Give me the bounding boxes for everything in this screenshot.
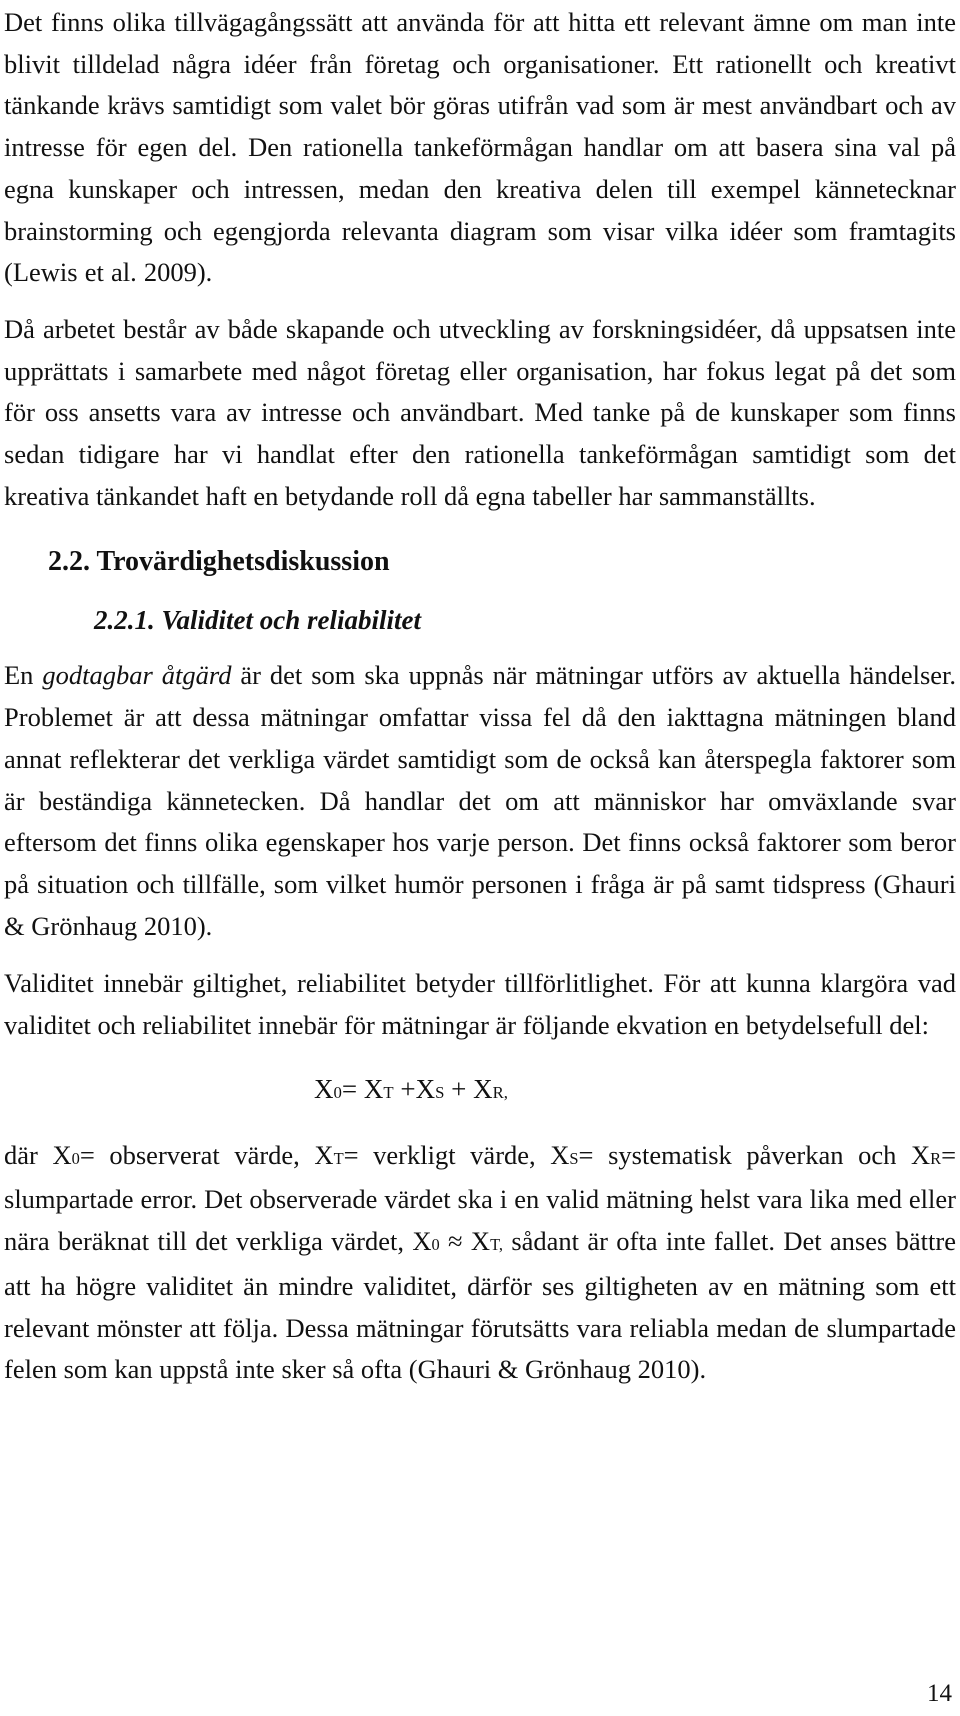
- text-fragment: = slumpartade error. Det observerade värdet ska i en valid mätning helst vara lika med eller nära beräknat till det verkliga värdet, X: [4, 1139, 957, 1257]
- equation-subscript: R,: [492, 1082, 508, 1102]
- text-fragment: ≈ X: [439, 1226, 491, 1257]
- subscript: S: [569, 1148, 579, 1168]
- text-fragment: där X: [4, 1139, 72, 1170]
- text-fragment: sådant är ofta inte fallet. Det anses bättre att ha högre validitet än mindre validitet, därför ses giltigheten av en mätning som ett relevant mönster att följa. Dessa mätningar förutsätts vara reliabla medan de slumpartade felen som kan uppstå inte sker så ofta (Ghauri & Grönhaug 2010).: [4, 1226, 956, 1385]
- equation-subscript: 0: [333, 1082, 342, 1102]
- equation-subscript: T: [383, 1082, 394, 1102]
- paragraph-measurement-errors: [4, 655, 956, 947]
- document-page: [4, 2, 956, 1391]
- subscript: 0: [71, 1148, 80, 1168]
- page-number: 14: [927, 1680, 952, 1707]
- equation-symbol: +X: [393, 1073, 436, 1104]
- paragraph-topic-selection: Det finns olika tillvägagångssätt att använda för att hitta ett relevant ämne om man inte blivit tilldelad några idéer från företag och organisationer. Ett rationellt och kreativt tänkande krävs samtidigt som valet bör göras utifrån vad som är mest användbart och av intresse för egen del. Den rationella tankeförmågan handlar om att basera sina val på egna kunskaper och intressen, medan den kreativa delen till exempel kännetecknar brainstorming och egengjorda relevanta diagram som visar vilka idéer som framtagits (Lewis et al. 2009).: [4, 7, 956, 288]
- equation-symbol: = X: [341, 1073, 384, 1104]
- text-fragment: är det som ska uppnås när mätningar utförs av aktuella händelser. Problemet är att dessa mätningar omfattar vissa fel då den iakttagna mätningen bland annat reflekterar det verkliga värdet samtidigt som de också kan återspegla faktorer som är beständiga kännetecken. Då handlar det om att människor har omväxlande svar eftersom det finns olika egenskaper hos varje person. Det finns också faktorer som beror på situation och tillfälle, som vilket humör personen i fråga är på samt tidspress (Ghauri & Grönhaug 2010).: [4, 660, 957, 941]
- equation-symbol: X: [314, 1073, 334, 1104]
- validity-equation: [4, 1069, 956, 1113]
- text-fragment: En: [4, 660, 43, 691]
- subscript: R: [930, 1148, 942, 1168]
- section-heading-trustworthiness: 2.2. Trovärdighetsdiskussion: [48, 546, 390, 578]
- subsection-heading-validity: 2.2.1. Validitet och reliabilitet: [94, 605, 421, 636]
- text-fragment: = systematisk påverkan och X: [578, 1139, 931, 1170]
- paragraph-research-approach: Då arbetet består av både skapande och utveckling av forskningsidéer, då uppsatsen inte upprättats i samarbete med något företag eller organisation, har fokus legat på det som för oss ansetts vara av intresse och användbart. Med tanke på de kunskaper som finns sedan tidigare har vi handlat efter den rationella tankeförmågan samtidigt som det kreativa tänkandet haft en betydande roll då egna tabeller har sammanställts.: [4, 313, 956, 511]
- subscript: 0: [431, 1235, 440, 1255]
- paragraph-equation-explanation: [4, 1135, 956, 1391]
- equation-symbol: + X: [444, 1073, 493, 1104]
- emphasis-term: godtagbar åtgärd: [42, 660, 232, 691]
- paragraph-validity-definition: Validitet innebär giltighet, reliabilitet betyder tillförlitlighet. För att kunna klargöra vad validitet och reliabilitet innebär för mätningar är följande ekvation en betydelsefull del:: [4, 968, 956, 1041]
- equation-subscript: S: [435, 1082, 445, 1102]
- subscript: T,: [490, 1235, 503, 1255]
- text-fragment: = observerat värde, X: [79, 1139, 334, 1170]
- subscript: T: [333, 1148, 344, 1168]
- text-fragment: = verkligt värde, X: [343, 1139, 570, 1170]
